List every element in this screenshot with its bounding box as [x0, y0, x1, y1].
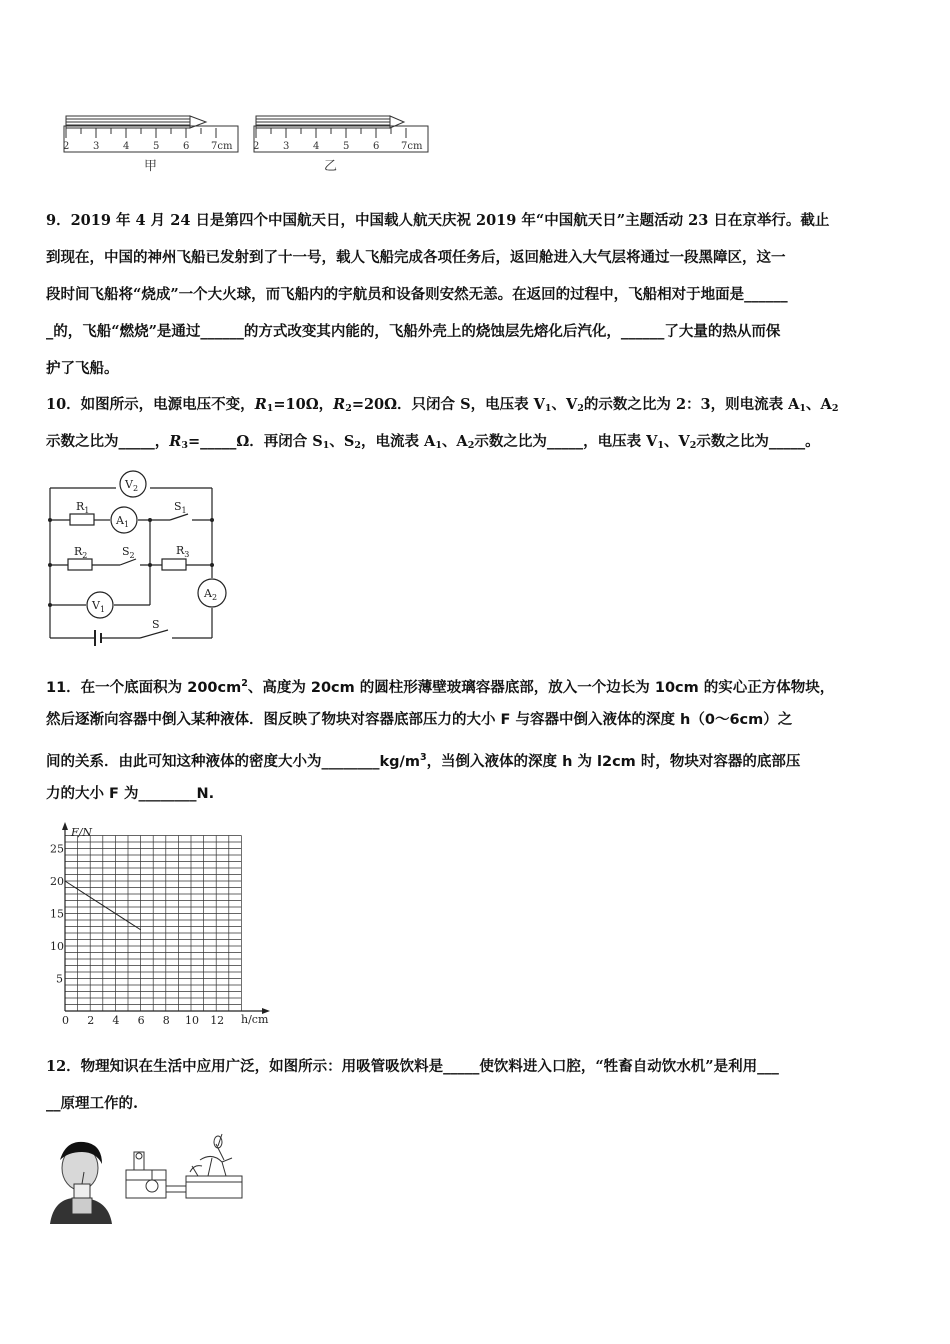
q9-line: 9．2019 年 4 月 24 日是第四个中国航天日，中国载人航天庆祝 2019 年“中国航天日”主题活动 23 日在京举行。截止	[46, 212, 830, 229]
tick-label: 3	[93, 141, 100, 152]
question-11	[46, 665, 908, 813]
s-label: S	[152, 618, 160, 631]
a1-meter-label: $A_1$	[116, 514, 130, 529]
tick-label: 2	[253, 141, 260, 152]
y-tick-label: 10	[50, 940, 64, 953]
question-9	[46, 202, 908, 387]
q11-line-3: 间的关系．由此可知这种液体的密度大小为$\_\_\_\_\_\_\_\_kg/m^3$，当倒入液体的深度 h 为 l2cm 时，物块对容器的底部压	[46, 752, 801, 770]
tick-label: 4	[123, 141, 130, 152]
y-tick-label: 20	[50, 875, 64, 888]
s2-label: $S_2$	[122, 545, 135, 560]
tick-label: 5	[343, 141, 350, 152]
q9-line: 段时间飞船将“烧成”一个大火球，而飞船内的宇航员和设备则安然无恙。在返回的过程中，飞船相对于地面是______	[46, 286, 788, 303]
r1-label: $R_1$	[76, 500, 90, 515]
ruler-a	[63, 116, 238, 174]
q12-line-2: __原理工作的.	[46, 1095, 139, 1112]
q10-line-1: 10．如图所示，电源电压不变，$R_1=10\Omega$，$R_2=20\Omega$．只闭合 S，电压表 $V_1$、$V_2$的示数之比为 2：3，则电流表 $A_1$、$A_2$	[46, 396, 839, 414]
x-tick-label: 12	[210, 1014, 225, 1027]
ruler-b	[253, 116, 428, 174]
s1-label: $S_1$	[174, 500, 187, 515]
question-10	[46, 386, 908, 460]
straw-drinking-photo	[46, 1138, 118, 1224]
tick-label: 4	[313, 141, 320, 152]
circuit-diagram	[40, 466, 240, 646]
q10-line-2: 示数之比为_____，$R_3=\_\_\_\_\_\Omega$．再闭合 $S_1$、$S_2$，电流表 $A_1$、$A_2$示数之比为_____，电压表 $V_1$、$V_2$示数之比为_____。	[46, 433, 820, 451]
ruler-label-a: 甲	[144, 159, 158, 174]
v2-meter-label: $V_2$	[125, 478, 139, 493]
rulers-figure	[58, 108, 438, 178]
x-tick-label: 4	[112, 1014, 120, 1027]
tick-label: 6	[373, 141, 380, 152]
auto-waterer-diagram	[122, 1130, 246, 1206]
r3-label: $R_3$	[176, 544, 190, 559]
y-axis-label: F/N	[71, 826, 92, 839]
x-tick-label: 2	[87, 1014, 95, 1027]
a2-meter-label: $A_2$	[204, 587, 218, 602]
y-tick-label: 15	[50, 907, 64, 921]
x-axis-label: h/cm	[241, 1013, 269, 1026]
r2-label: $R_2$	[74, 545, 88, 560]
x-tick-label: 6	[137, 1014, 145, 1027]
q11-line-1: 11．在一个底面积为 $200cm^2$、高度为 20cm 的圆柱形薄壁玻璃容器底部，放入一个边长为 10cm 的实心正方体物块，	[46, 678, 835, 696]
force-depth-chart	[40, 820, 280, 1028]
tick-label: 7cm	[211, 141, 233, 152]
tick-label: 6	[183, 141, 190, 152]
y-tick-label: 25	[50, 842, 64, 856]
q9-line: 护了飞船。	[46, 360, 119, 377]
tick-label: 7cm	[401, 141, 423, 152]
tick-label: 2	[63, 141, 70, 152]
tick-label: 3	[283, 141, 290, 152]
y-tick-label: 5	[56, 972, 63, 986]
q9-line: 到现在，中国的神州飞船已发射到了十一号，载人飞船完成各项任务后，返回舱进入大气层将通过一段黑障区，这一	[46, 249, 786, 266]
chart-grid	[65, 836, 241, 1012]
q11-line-4: 力的大小 F 为________N.	[46, 786, 215, 802]
q9-line: _的，飞船“燃烧”是通过______的方式改变其内能的，飞船外壳上的烧蚀层先熔化后汽化，______了大量的热从而保	[46, 323, 781, 340]
q12-line-1: 12．物理知识在生活中应用广泛，如图所示：用吸管吸饮料是_____使饮料进入口腔，“牲畜自动饮水机”是利用___	[46, 1058, 779, 1075]
x-tick-label: 8	[162, 1014, 170, 1027]
y-axis-arrow	[62, 822, 68, 830]
tick-label: 5	[153, 141, 160, 152]
question-12	[46, 1048, 908, 1122]
x-tick-label: 0	[62, 1014, 69, 1027]
ruler-label-b: 乙	[324, 159, 338, 174]
q11-line-2: 然后逐渐向容器中倒入某种液体．图反映了物块对容器底部压力的大小 F 与容器中倒入液体的深度 h（0～6cm）之	[46, 712, 793, 728]
v1-meter-label: $V_1$	[92, 599, 106, 614]
x-tick-label: 10	[185, 1014, 199, 1027]
